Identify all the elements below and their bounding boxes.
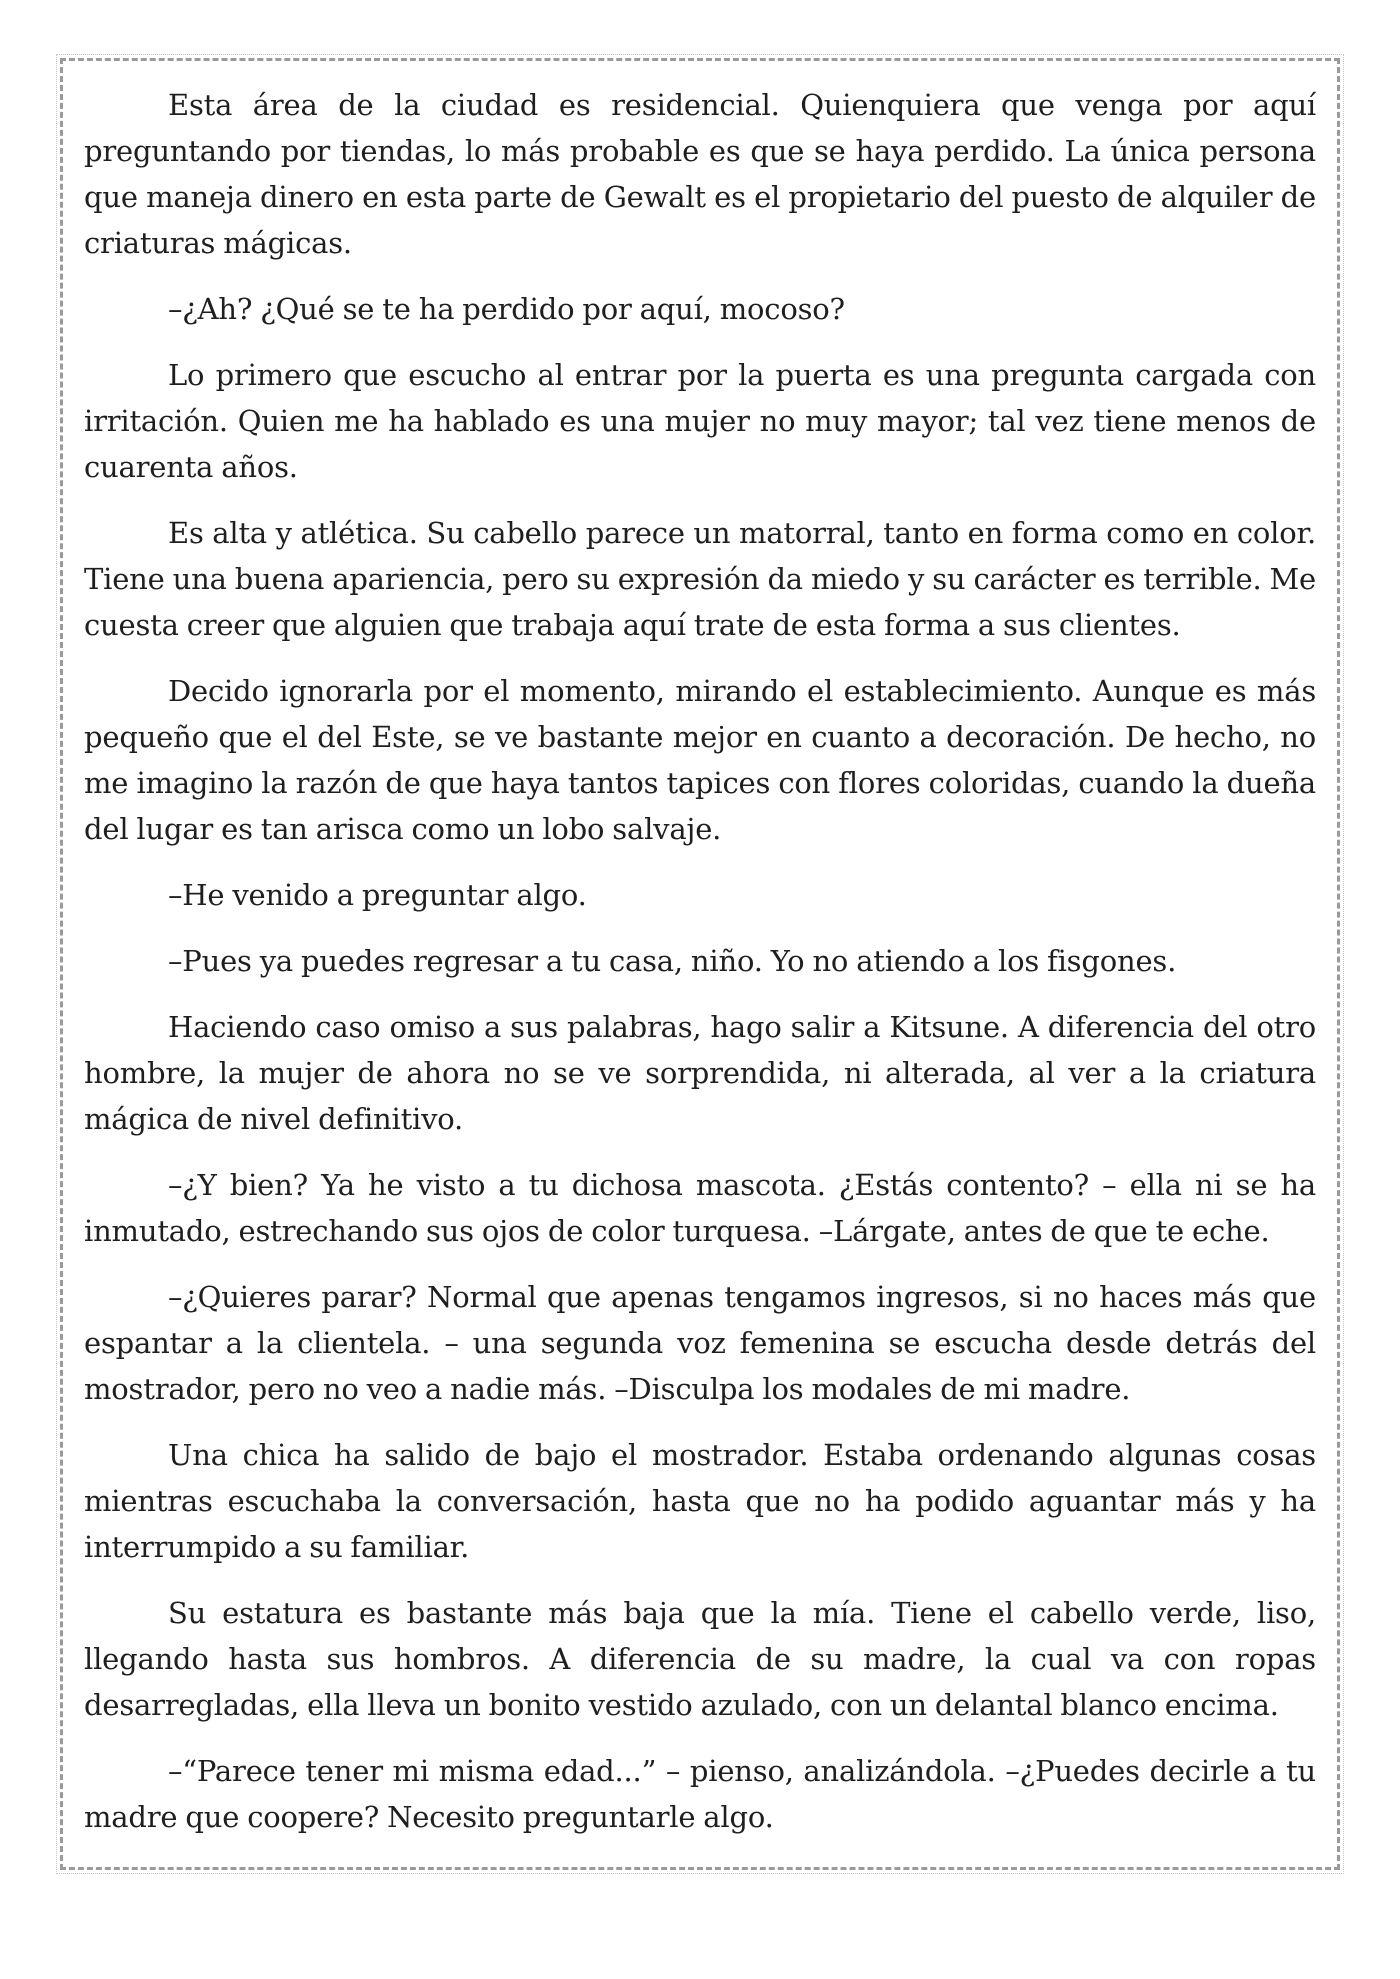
paragraph-11: Una chica ha salido de bajo el mostrador. Estaba ordenando algunas cosas mientras escuchaba la conversación, hasta que no ha podido aguantar más y ha interrumpido a su familiar.	[84, 1438, 1316, 1564]
document-body	[84, 82, 1316, 1860]
paragraph-9: –¿Y bien? Ya he visto a tu dichosa mascota. ¿Estás contento? – ella ni se ha inmutado, estrechando sus ojos de color turquesa. –Lárgate, antes de que te eche.	[84, 1168, 1316, 1248]
paragraph-10: –¿Quieres parar? Normal que apenas tengamos ingresos, si no haces más que espantar a la clientela. – una segunda voz femenina se escucha desde detrás del mostrador, pero no veo a nadie más. –Disculpa los modales de mi madre.	[84, 1280, 1316, 1406]
paragraph-12: Su estatura es bastante más baja que la mía. Tiene el cabello verde, liso, llegando hasta sus hombros. A diferencia de su madre, la cual va con ropas desarregladas, ella lleva un bonito vestido azulado, con un delantal blanco encima.	[84, 1596, 1316, 1722]
paragraph-5: Decido ignorarla por el momento, mirando el establecimiento. Aunque es más pequeño que el del Este, se ve bastante mejor en cuanto a decoración. De hecho, no me imagino la razón de que haya tantos tapices con flores coloridas, cuando la dueña del lugar es tan arisca como un lobo salvaje.	[84, 674, 1316, 846]
paragraph-2: –¿Ah? ¿Qué se te ha perdido por aquí, mocoso?	[168, 292, 845, 326]
paragraph-4: Es alta y atlética. Su cabello parece un matorral, tanto en forma como en color. Tiene una buena apariencia, pero su expresión da miedo y su carácter es terrible. Me cuesta creer que alguien que trabaja aquí trate de esta forma a sus clientes.	[84, 516, 1316, 642]
paragraph-3: Lo primero que escucho al entrar por la puerta es una pregunta cargada con irritación. Quien me ha hablado es una mujer no muy mayor; tal vez tiene menos de cuarenta años.	[84, 358, 1316, 484]
paragraph-13: –“Parece tener mi misma edad...” – pienso, analizándola. –¿Puedes decirle a tu madre que coopere? Necesito preguntarle algo.	[84, 1754, 1316, 1834]
paragraph-6: –He venido a preguntar algo.	[168, 878, 587, 912]
paragraph-1: Esta área de la ciudad es residencial. Quienquiera que venga por aquí preguntando por tiendas, lo más probable es que se haya perdido. La única persona que maneja dinero en esta parte de Gewalt es el propietario del puesto de alquiler de criaturas mágicas.	[84, 88, 1316, 260]
paragraph-7: –Pues ya puedes regresar a tu casa, niño. Yo no atiendo a los fisgones.	[168, 944, 1177, 978]
paragraph-8: Haciendo caso omiso a sus palabras, hago salir a Kitsune. A diferencia del otro hombre, la mujer de ahora no se ve sorprendida, ni alterada, al ver a la criatura mágica de nivel definitivo.	[84, 1010, 1316, 1136]
